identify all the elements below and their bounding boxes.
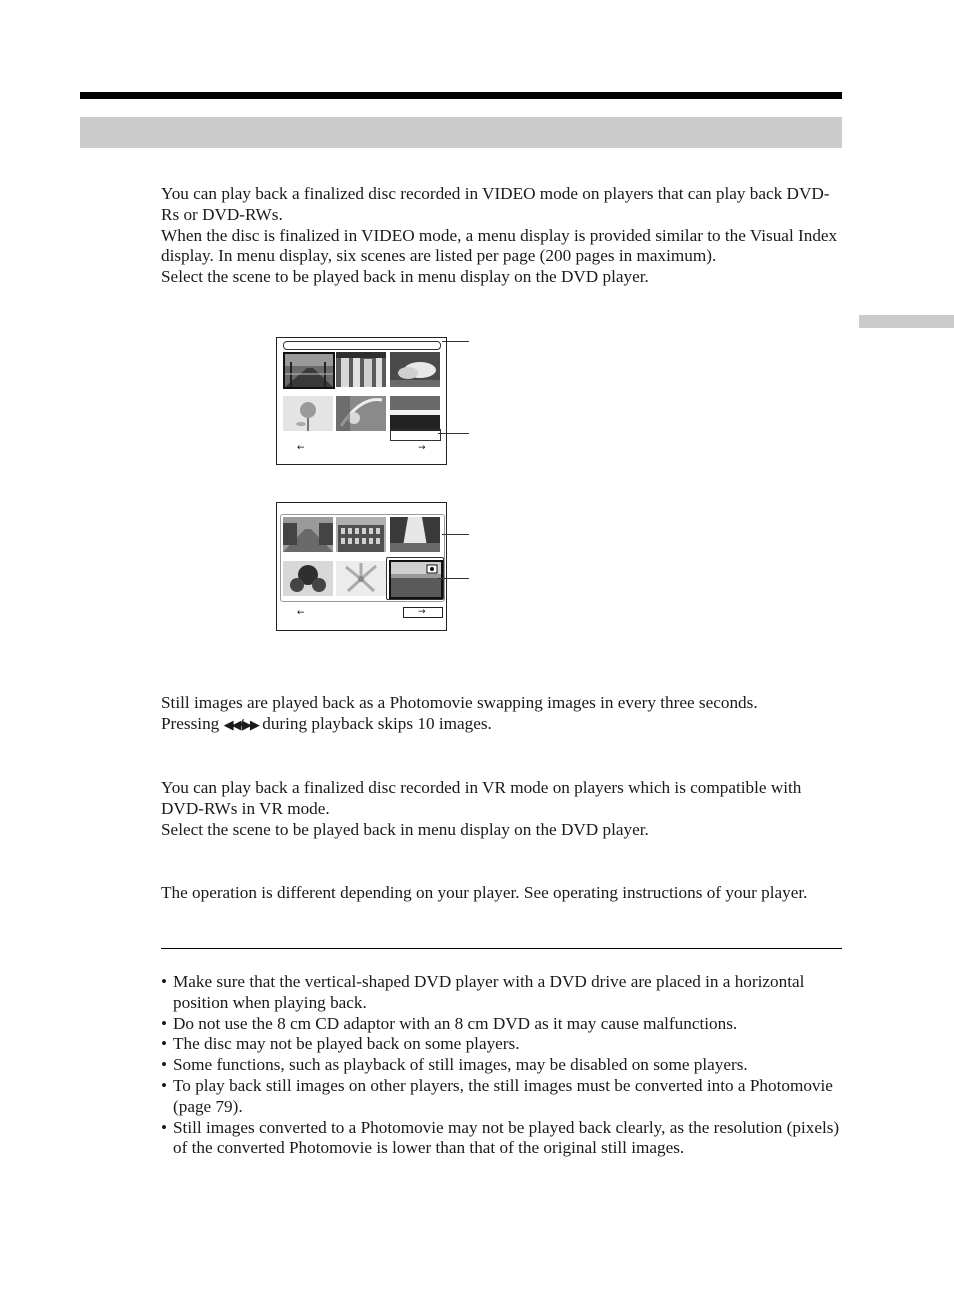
section-header-bar bbox=[80, 117, 842, 148]
rewind-forward-buttons: ◀◀/▶▶ bbox=[223, 717, 258, 733]
waterfall-image bbox=[390, 517, 440, 552]
intro-text bbox=[161, 184, 846, 288]
right-arrow-icon[interactable]: → bbox=[418, 443, 426, 453]
side-tab bbox=[859, 315, 954, 328]
note-item: • Still images converted to a Photomovie may not be played back clearly, as the resolution (pixels) of the converted Photomovie is lower than that of the original still images. bbox=[161, 1118, 851, 1160]
note-item: • Make sure that the vertical-shaped DVD player with a DVD drive are placed in a horizontal position when playing back. bbox=[161, 972, 851, 1014]
clouds-image bbox=[390, 352, 440, 387]
note-item: • Do not use the 8 cm CD adaptor with an 8 cm DVD as it may cause malfunctions. bbox=[161, 1014, 851, 1035]
menu-screen-1 bbox=[276, 337, 447, 465]
right-arrow-icon[interactable] bbox=[403, 607, 443, 618]
callout-line-title bbox=[442, 341, 469, 342]
note-item: • To play back still images on other players, the still images must be converted into a Photomovie (page 79). bbox=[161, 1076, 851, 1118]
callout-line-next-page bbox=[438, 433, 469, 434]
rose-image bbox=[283, 396, 333, 431]
menu-screen-2 bbox=[276, 502, 447, 631]
vr-paragraph-1: You can play back a finalized disc recorded in VR mode on players which is compatible with DVD-RWs in VR mode. bbox=[161, 778, 802, 818]
note-item: • Some functions, such as playback of still images, may be disabled on some players. bbox=[161, 1055, 851, 1076]
callout-line-still-image bbox=[438, 578, 469, 579]
notes-list bbox=[161, 972, 851, 1159]
waterfall-image bbox=[336, 352, 386, 387]
still-text bbox=[161, 693, 846, 737]
still-rest-text: during playback skips 10 images. bbox=[262, 713, 492, 733]
still-paragraph-2 bbox=[161, 714, 846, 737]
left-arrow-icon[interactable]: ← bbox=[297, 608, 305, 618]
menu-title-bar bbox=[283, 341, 441, 350]
vr-text bbox=[161, 778, 846, 840]
note-item: • The disc may not be played back on some players. bbox=[161, 1034, 851, 1055]
pressing-label: Pressing bbox=[161, 713, 220, 733]
next-page-frame bbox=[390, 429, 441, 441]
avenue-image bbox=[283, 517, 333, 552]
left-arrow-icon[interactable]: ← bbox=[297, 443, 305, 453]
callout-line-thumbnails bbox=[442, 534, 469, 535]
top-rule bbox=[80, 92, 842, 99]
operation-text bbox=[161, 883, 846, 904]
vr-paragraph-2: Select the scene to be played back in menu display on the DVD player. bbox=[161, 819, 649, 839]
intro-paragraph-2: When the disc is finalized in VIDEO mode, a menu display is provided similar to the Visual Index display. In menu display, six scenes are listed per page (200 pages in maximum). bbox=[161, 225, 838, 266]
intro-paragraph-3: Select the scene to be played back in menu display on the DVD player. bbox=[161, 267, 649, 287]
notes-rule bbox=[161, 948, 842, 949]
intro-paragraph-1: You can play back a finalized disc recorded in VIDEO mode on players that can play back DVD-Rs or DVD-RWs. bbox=[161, 184, 830, 224]
still-paragraph-1: Still images are played back as a Photomovie swapping images in every three seconds. bbox=[161, 693, 758, 712]
flower-image bbox=[283, 561, 333, 596]
lily-image bbox=[336, 561, 386, 596]
sunset-image bbox=[390, 396, 440, 431]
pier-image bbox=[283, 352, 335, 389]
colosseum-image bbox=[336, 517, 386, 552]
camera-icon bbox=[386, 557, 444, 600]
right-arrow-glyph: → bbox=[418, 607, 426, 617]
leaf-image bbox=[336, 396, 386, 431]
operation-paragraph: The operation is different depending on your player. See operating instructions of your player. bbox=[161, 883, 808, 902]
